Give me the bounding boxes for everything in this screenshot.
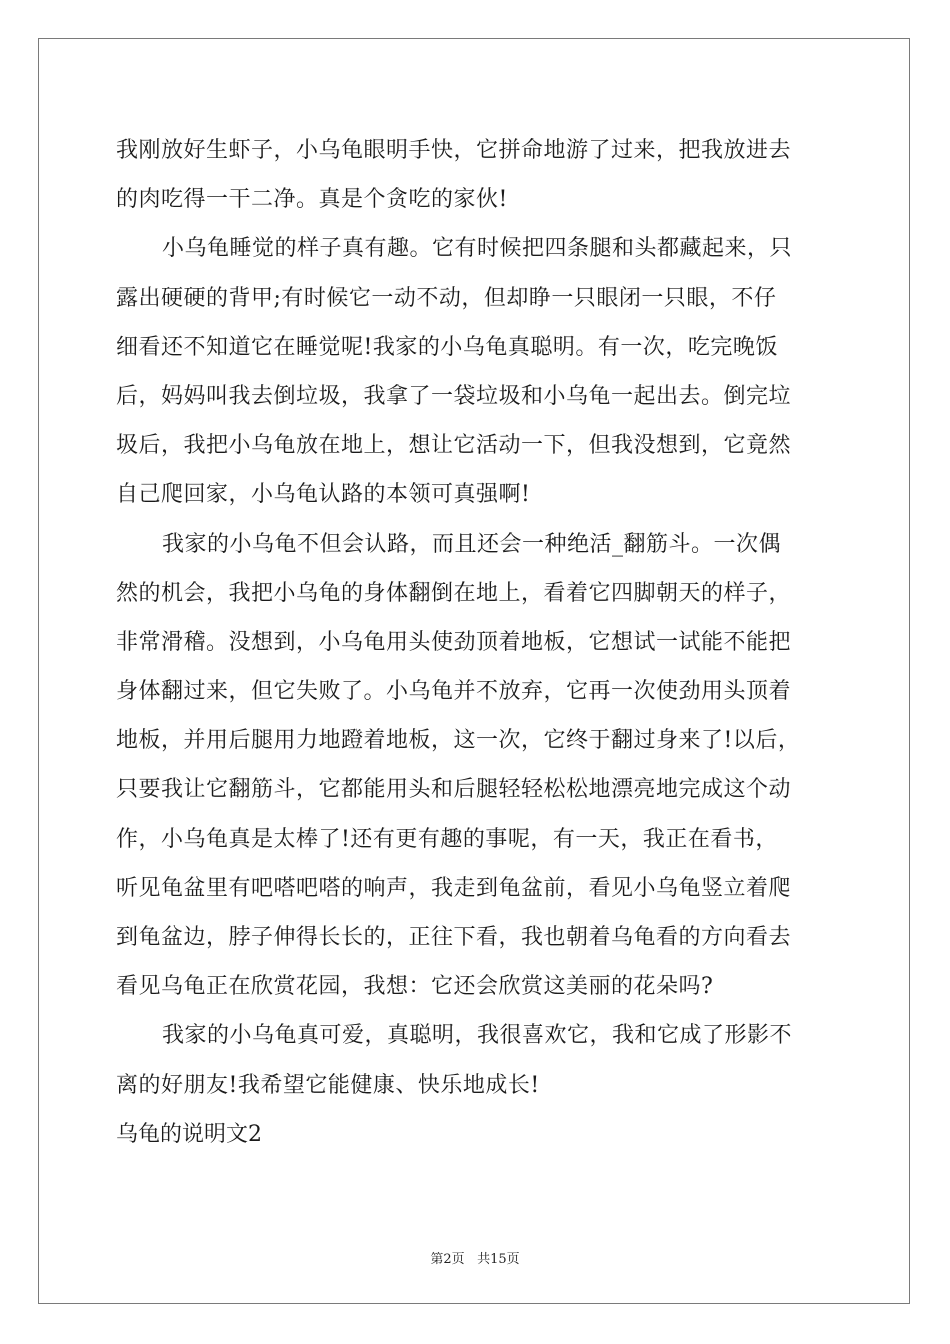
text-line: 我家的小乌龟真可爱，真聪明，我很喜欢它，我和它成了形影不 — [162, 1023, 793, 1049]
text-line: 然的机会，我把小乌龟的身体翻倒在地上，看着它四脚朝天的样子， — [116, 580, 792, 606]
text-line: 的肉吃得一干二净。真是个贪吃的家伙! — [116, 187, 508, 213]
text-line: 看见乌龟正在欣赏花园，我想：它还会欣赏这美丽的花朵吗? — [116, 974, 714, 1000]
text-line: 圾后，我把小乌龟放在地上，想让它活动一下，但我没想到，它竟然 — [116, 433, 792, 459]
text-line: 地板，并用后腿用力地蹬着地板，这一次，它终于翻过身来了!以后， — [116, 728, 801, 754]
text-line: 到龟盆边，脖子伸得长长的，正往下看，我也朝着乌龟看的方向看去 — [116, 925, 792, 950]
text-line: 离的好朋友!我希望它能健康、快乐地成长! — [116, 1072, 540, 1098]
section-heading: 乌龟的说明文2 — [116, 1121, 262, 1147]
text-line: 只要我让它翻筋斗，它都能用头和后腿轻轻松松地漂亮地完成这个动 — [116, 777, 792, 803]
text-line: 非常滑稽。没想到，小乌龟用头使劲顶着地板，它想试一试能不能把 — [116, 629, 792, 655]
text-line: 身体翻过来，但它失败了。小乌龟并不放弃，它再一次使劲用头顶着 — [116, 679, 792, 705]
text-line: 小乌龟睡觉的样子真有趣。它有时候把四条腿和头都藏起来，只 — [162, 236, 793, 262]
page-number: 第2页 — [430, 1252, 465, 1267]
text-line: 露出硬硬的背甲;有时候它一动不动，但却睁一只眼闭一只眼，不仔 — [116, 285, 777, 311]
text-line: 自己爬回家，小乌龟认路的本领可真强啊! — [116, 482, 531, 508]
text-line: 作，小乌龟真是太棒了!还有更有趣的事呢，有一天，我正在看书， — [116, 826, 778, 852]
text-line: 我家的小乌龟不但会认路，而且还会一种绝活_翻筋斗。一次偶 — [162, 531, 782, 557]
text-line: 后，妈妈叫我去倒垃圾，我拿了一袋垃圾和小乌龟一起出去。倒完垃 — [116, 383, 792, 409]
document-body — [116, 126, 840, 1159]
text-line: 细看还不知道它在睡觉呢!我家的小乌龟真聪明。有一次，吃完晚饭 — [116, 334, 778, 360]
page-footer — [0, 1248, 950, 1267]
page-total: 共15页 — [477, 1252, 520, 1267]
text-line: 我刚放好生虾子，小乌龟眼明手快，它拼命地游了过来，把我放进去 — [116, 138, 792, 163]
text-line: 听见龟盆里有吧嗒吧嗒的响声，我走到龟盆前，看见小乌龟竖立着爬 — [116, 875, 792, 901]
